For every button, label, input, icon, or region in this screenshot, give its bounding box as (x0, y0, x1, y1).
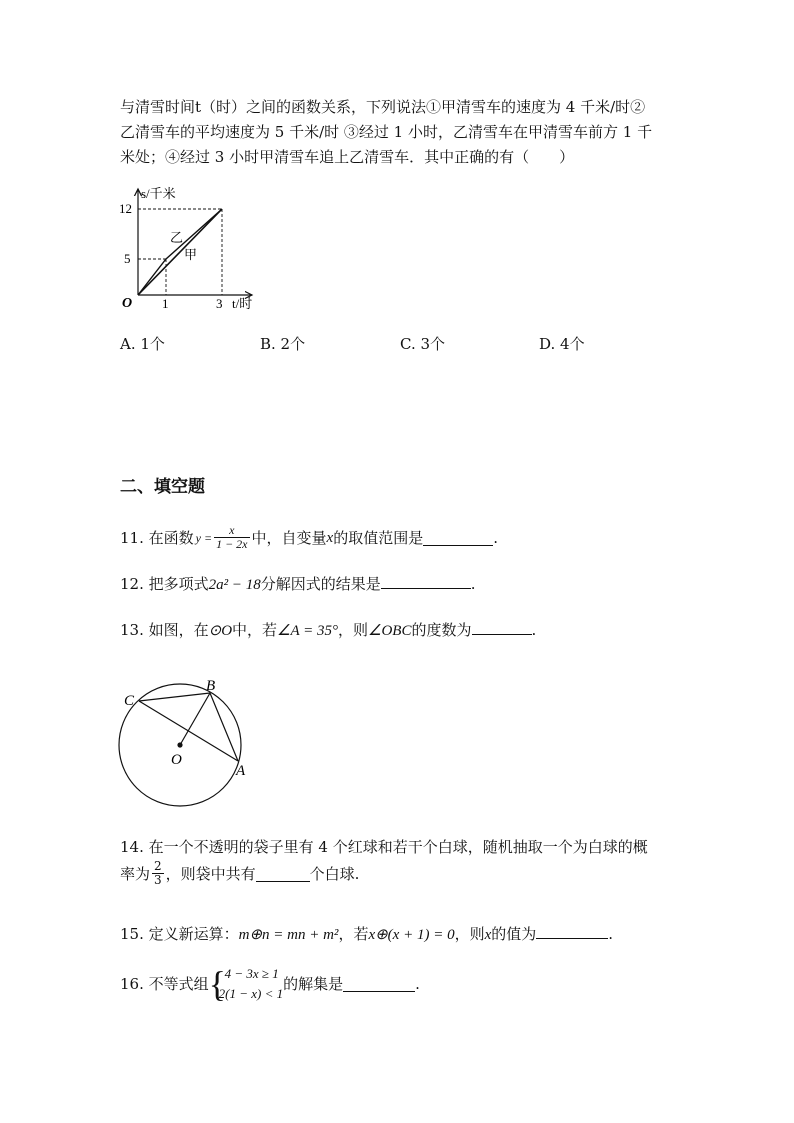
q16-suffix: 的解集是 (283, 975, 344, 993)
circle-figure (112, 675, 262, 815)
q14-line-1: 14. 在一个不透明的袋子里有 4 个红球和若干个白球，随机抽取一个为白球的概 (120, 838, 648, 856)
question-13 (120, 619, 536, 642)
q16-prefix: 16. 不等式组 (120, 975, 209, 993)
q16-inequality-system (209, 964, 283, 1004)
question-12 (120, 573, 476, 596)
q16-end: . (415, 975, 420, 993)
option-c: C. 3个 (400, 335, 446, 353)
q13-prefix: 13. 如图，在 (120, 621, 209, 639)
point-c-label: C (124, 693, 135, 709)
q14-prefix: 率为 (120, 864, 151, 883)
q11-lhs: y = (195, 530, 213, 545)
q13-angle-obc: ∠OBC (368, 623, 412, 639)
q15-var: x (484, 927, 492, 943)
q11-var: x (326, 529, 334, 546)
q13-mid1: 中，若 (232, 621, 278, 639)
q16-answer-blank[interactable] (343, 976, 415, 992)
q15-end: . (608, 925, 614, 943)
option-b: B. 2个 (260, 335, 306, 353)
q15-prefix: 15. 定义新运算： (120, 925, 239, 943)
q15-definition: m⊕n = mn + m² (238, 927, 339, 943)
origin-label: O (122, 296, 133, 311)
x-tick-1: 1 (162, 296, 169, 311)
q15-suffix: 的值为 (491, 925, 537, 943)
q10-line-1: 与清雪时间t（时）之间的函数关系，下列说法①甲清雪车的速度为 4 千米/时② (120, 98, 646, 116)
q14-mid: ，则袋中共有 (165, 864, 256, 883)
question-15 (120, 923, 613, 946)
q10-line-2: 乙清雪车的平均速度为 5 千米/时 ③经过 1 小时，乙清雪车在甲清雪车前方 1 千 (120, 123, 653, 141)
q11-fraction (214, 524, 249, 551)
q11-prefix: 11. 在函数 (120, 528, 194, 547)
x-axis-label: t/时 (232, 296, 253, 311)
q16-brace: { (208, 964, 226, 1004)
q15-mid: ，若 (338, 925, 369, 943)
q15-equation: x⊕(x + 1) = 0 (368, 927, 455, 943)
option-a: A. 1个 (120, 335, 165, 353)
point-b-label: B (206, 678, 216, 694)
q14-fraction (152, 860, 164, 887)
q11-end: . (493, 528, 498, 547)
x-tick-3: 3 (216, 296, 223, 311)
line-jia (138, 209, 222, 295)
question-11 (120, 524, 498, 551)
label-jia: 甲 (184, 247, 198, 262)
point-a-label: A (236, 763, 246, 779)
q14-numerator: 2 (154, 859, 162, 873)
distance-time-graph (110, 183, 270, 313)
question-16 (120, 964, 420, 1004)
segment-ob (180, 693, 210, 745)
option-d: D. 4个 (539, 335, 585, 353)
q14-suffix: 个白球. (309, 864, 360, 883)
point-o-label: O (171, 752, 182, 768)
q12-answer-blank[interactable] (381, 573, 471, 589)
q13-end: . (531, 621, 537, 639)
y-tick-5: 5 (124, 251, 131, 266)
q14-denominator: 3 (154, 873, 162, 887)
q14-line-2 (120, 860, 359, 887)
q13-mid2: ，则 (338, 621, 369, 639)
q11-denominator: 1 − 2x (216, 537, 248, 551)
q13-suffix: 的度数为 (411, 621, 472, 639)
section-heading: 二、填空题 (120, 477, 205, 497)
chord-cb (139, 693, 210, 701)
q15-mid2: ，则 (454, 925, 485, 943)
q10-line-3: 米处；④经过 3 小时甲清雪车追上乙清雪车．其中正确的有（ ） (120, 148, 575, 166)
label-yi: 乙 (170, 230, 184, 245)
q12-end: . (470, 575, 476, 593)
center-point (177, 742, 182, 747)
q11-suffix: 的取值范围是 (333, 528, 424, 547)
q16-inequality-1: 4 − 3x ≥ 1 (224, 966, 279, 981)
q12-expr: 2a² − 18 (208, 577, 261, 593)
q11-answer-blank[interactable] (423, 530, 493, 546)
q16-inequality-2: 2(1 − x) < 1 (218, 986, 284, 1001)
q12-suffix: 分解因式的结果是 (260, 575, 381, 593)
q11-numerator: x (214, 524, 249, 538)
y-tick-12: 12 (119, 201, 132, 216)
y-axis-label: s/千米 (141, 186, 176, 201)
q13-answer-blank[interactable] (472, 619, 532, 635)
q15-answer-blank[interactable] (536, 923, 608, 939)
q11-mid: 中，自变量 (251, 528, 327, 547)
q13-circle: ⊙O (208, 623, 233, 639)
q14-answer-blank[interactable] (256, 866, 310, 882)
q13-angle-a: ∠A = 35° (277, 623, 339, 639)
q12-prefix: 12. 把多项式 (120, 575, 209, 593)
